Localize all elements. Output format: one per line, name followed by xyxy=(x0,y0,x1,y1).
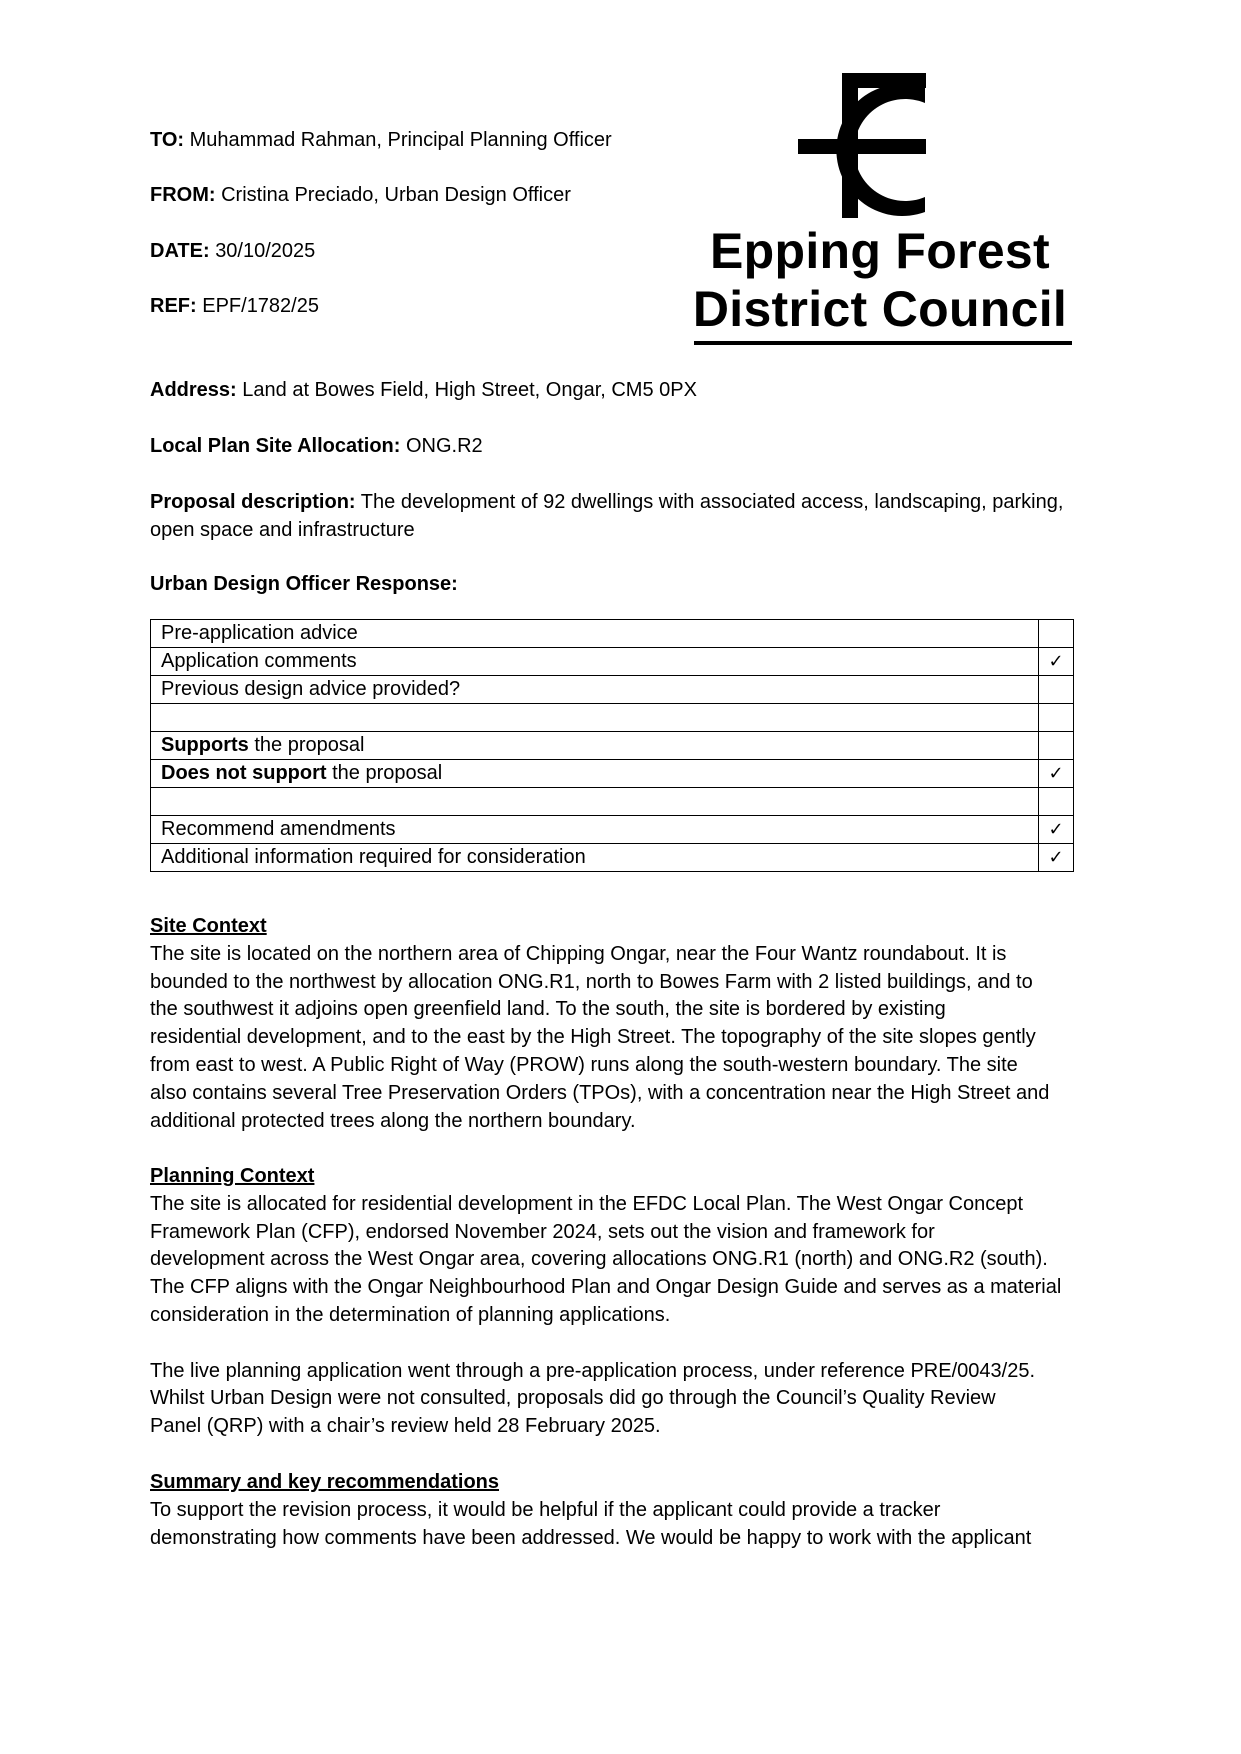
site-allocation-label: Local Plan Site Allocation: xyxy=(150,435,401,457)
response-row xyxy=(151,844,1074,872)
memo-date-label: DATE: xyxy=(150,240,210,262)
response-heading: Urban Design Officer Response: xyxy=(150,573,458,595)
check-cell xyxy=(1039,732,1074,760)
site-allocation xyxy=(150,432,483,460)
address xyxy=(150,376,697,404)
memo-ref xyxy=(150,292,319,320)
site-context-section xyxy=(150,913,1090,1135)
planning-context-line: Framework Plan (CFP), endorsed November 2024, sets out the vision and framework for xyxy=(150,1220,935,1243)
ef-monogram-icon xyxy=(690,70,1070,230)
memo-to-label: TO: xyxy=(150,129,185,151)
planning-context-line: Whilst Urban Design were not consulted, proposals did go through the Council’s Quality Review xyxy=(150,1387,996,1410)
logo-underline xyxy=(694,341,1072,345)
response-row-label xyxy=(151,816,1039,844)
response-row-label xyxy=(151,704,1039,732)
response-row-label xyxy=(151,732,1039,760)
memo-from-label: FROM: xyxy=(150,184,216,206)
checkmark-icon: ✓ xyxy=(1039,648,1074,676)
planning-context-line: The live planning application went through a pre-application process, under reference PRE/0043/25. xyxy=(150,1359,1035,1382)
proposal-label: Proposal description: xyxy=(150,491,356,513)
memo-date-value: 30/10/2025 xyxy=(215,240,316,262)
planning-context-section xyxy=(150,1163,1090,1441)
checkmark-icon: ✓ xyxy=(1039,760,1074,788)
address-value: Land at Bowes Field, High Street, Ongar, CM5 0PX xyxy=(242,379,697,401)
logo-line-2: District Council xyxy=(692,281,1068,337)
memo-ref-label: REF: xyxy=(150,295,197,317)
response-row-text: the proposal xyxy=(248,734,365,756)
check-cell xyxy=(1039,704,1074,732)
planning-context-line: The site is allocated for residential development in the EFDC Local Plan. The West Ongar Concept xyxy=(150,1192,1024,1215)
response-row xyxy=(151,732,1074,760)
response-row xyxy=(151,788,1074,816)
response-row xyxy=(151,760,1074,788)
response-row-text: Pre-application advice xyxy=(161,622,358,644)
response-row-label xyxy=(151,676,1039,704)
site-allocation-value: ONG.R2 xyxy=(405,435,483,457)
response-row-label xyxy=(151,620,1039,648)
site-context-line: additional protected trees along the northern boundary. xyxy=(150,1109,636,1132)
site-context-line: The site is located on the northern area of Chipping Ongar, near the Four Wantz roundabout. It is xyxy=(150,942,1007,965)
planning-context-line: The CFP aligns with the Ongar Neighbourhood Plan and Ongar Design Guide and serves as a material xyxy=(150,1276,1062,1299)
response-row-label xyxy=(151,844,1039,872)
response-row xyxy=(151,816,1074,844)
response-row-label xyxy=(151,788,1039,816)
response-row-text: Recommend amendments xyxy=(161,818,396,840)
proposal-line-2: open space and infrastructure xyxy=(150,519,415,541)
memo-from xyxy=(150,181,571,209)
response-table xyxy=(150,619,1074,872)
response-row xyxy=(151,648,1074,676)
proposal-line-1: The development of 92 dwellings with associated access, landscaping, parking, xyxy=(360,491,1064,513)
response-row-text: Application comments xyxy=(161,650,357,672)
check-cell xyxy=(1039,676,1074,704)
memo-ref-value: EPF/1782/25 xyxy=(202,295,319,317)
summary-line: demonstrating how comments have been addressed. We would be happy to work with the applicant xyxy=(150,1526,1032,1549)
planning-context-line: Panel (QRP) with a chair’s review held 28 February 2025. xyxy=(150,1415,661,1438)
checkmark-icon: ✓ xyxy=(1039,816,1074,844)
planning-context-heading: Planning Context xyxy=(150,1165,315,1187)
site-context-line: the southwest it adjoins open greenfield land. To the south, the site is bordered by existing xyxy=(150,998,946,1021)
site-context-line: bounded to the northwest by allocation ONG.R1, north to Bowes Farm with 2 listed buildings, and to xyxy=(150,970,1033,993)
response-row xyxy=(151,704,1074,732)
memo-date xyxy=(150,237,315,265)
summary-heading: Summary and key recommendations xyxy=(150,1471,500,1493)
proposal-description xyxy=(150,488,1063,516)
logo-line-1: Epping Forest xyxy=(709,223,1050,279)
response-row-label xyxy=(151,760,1039,788)
memo-to xyxy=(150,126,612,154)
summary-section xyxy=(150,1469,1090,1552)
response-row xyxy=(151,676,1074,704)
planning-context-line: consideration in the determination of planning applications. xyxy=(150,1303,671,1326)
check-cell xyxy=(1039,620,1074,648)
planning-context-line: development across the West Ongar area, covering allocations ONG.R1 (north) and ONG.R2 (south). xyxy=(150,1248,1048,1271)
response-row-label xyxy=(151,648,1039,676)
response-row xyxy=(151,620,1074,648)
response-row-text: Previous design advice provided? xyxy=(161,678,461,700)
response-row-text: Additional information required for consideration xyxy=(161,846,586,868)
site-context-line: from east to west. A Public Right of Way (PROW) runs along the south-western boundary. The site xyxy=(150,1053,1018,1076)
site-context-line: also contains several Tree Preservation Orders (TPOs), with a concentration near the High Street and xyxy=(150,1081,1050,1104)
memo-from-value: Cristina Preciado, Urban Design Officer xyxy=(221,184,571,206)
memo-to-value: Muhammad Rahman, Principal Planning Officer xyxy=(189,129,612,151)
response-row-bold: Does not support xyxy=(161,762,327,784)
check-cell xyxy=(1039,788,1074,816)
checkmark-icon: ✓ xyxy=(1039,844,1074,872)
address-label: Address: xyxy=(150,379,237,401)
response-row-text: the proposal xyxy=(326,762,443,784)
site-context-heading: Site Context xyxy=(150,915,267,937)
site-context-line: residential development, and to the east by the High Street. The topography of the site slopes gently xyxy=(150,1026,1036,1049)
summary-line: To support the revision process, it would be helpful if the applicant could provide a tracker xyxy=(150,1498,941,1521)
response-row-bold: Supports xyxy=(161,734,249,756)
council-logo xyxy=(690,70,1070,350)
